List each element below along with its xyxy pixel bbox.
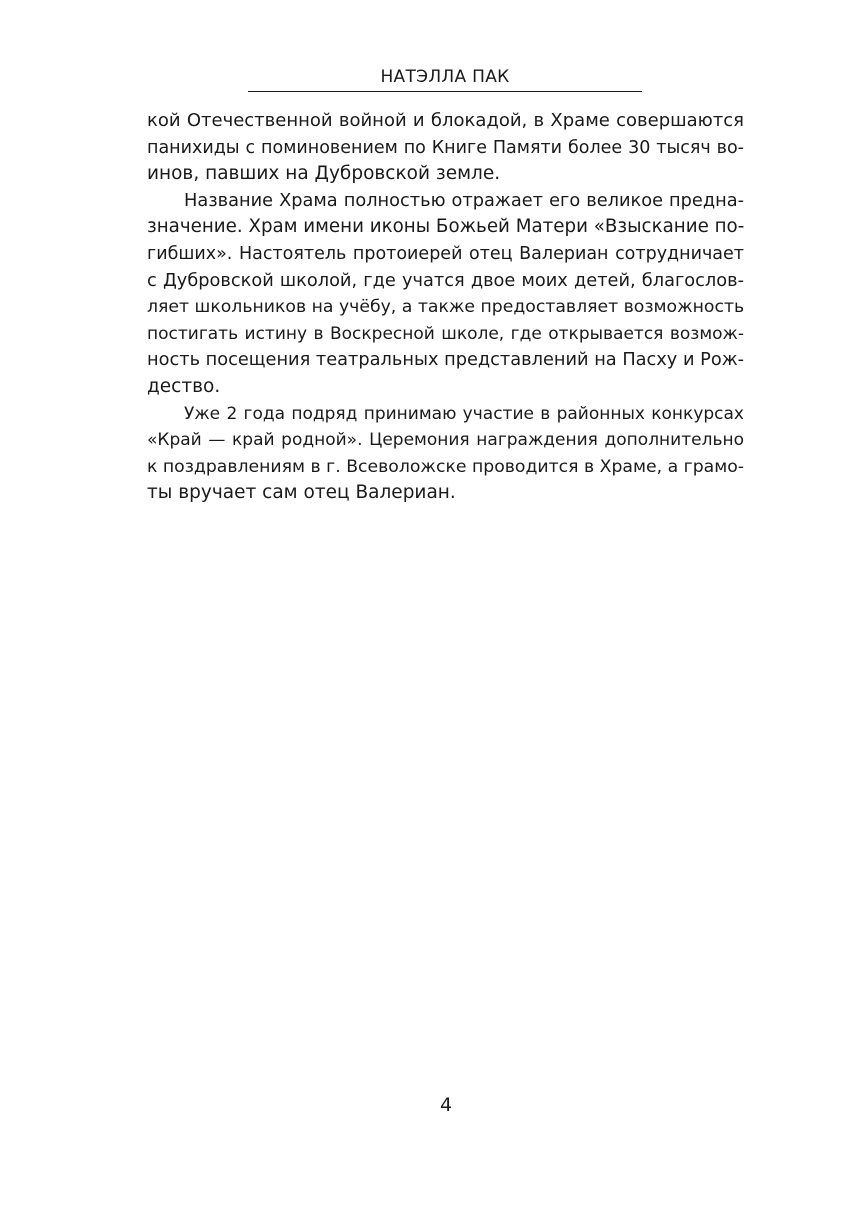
text-line: ты вручает сам отец Валериан. xyxy=(147,482,456,504)
text-line: панихиды с поминовением по Книге Памяти более 30 тысяч во- xyxy=(147,137,744,158)
text-line: кой Отечественной войной и блокадой, в Храме совершаются xyxy=(147,110,744,131)
text-line: Название Храма полностью отражает его великое предна- xyxy=(184,190,744,211)
header-rule xyxy=(248,91,642,92)
text-line: инов, павших на Дубровской земле. xyxy=(147,163,501,185)
body-text xyxy=(147,108,744,507)
text-line: «Край — край родной». Церемония награждения дополнительно xyxy=(147,430,744,451)
text-line: постигать истину в Воскресной школе, где открывается возмож- xyxy=(147,323,744,344)
text-line: дество. xyxy=(147,375,221,397)
running-header-author: НАТЭЛЛА ПАК xyxy=(380,67,510,87)
text-line: гибших». Настоятель протоиерей отец Валериан сотрудничает xyxy=(147,243,744,264)
text-line: с Дубровской школой, где учатся двое моих детей, благослов- xyxy=(147,270,744,291)
text-line: к поздравлениям в г. Всеволожске проводится в Храме, а грамо- xyxy=(147,456,745,477)
text-line: значение. Храм имени иконы Божьей Матери «Взыскание по- xyxy=(147,216,745,238)
page-number: 4 xyxy=(439,1094,453,1116)
text-line: ность посещения театральных представлений на Пасху и Рож- xyxy=(147,350,745,371)
text-line: Уже 2 года подряд принимаю участие в районных конкурсах xyxy=(184,403,744,424)
text-line: ляет школьников на учёбу, а также предоставляет возможность xyxy=(147,297,745,318)
